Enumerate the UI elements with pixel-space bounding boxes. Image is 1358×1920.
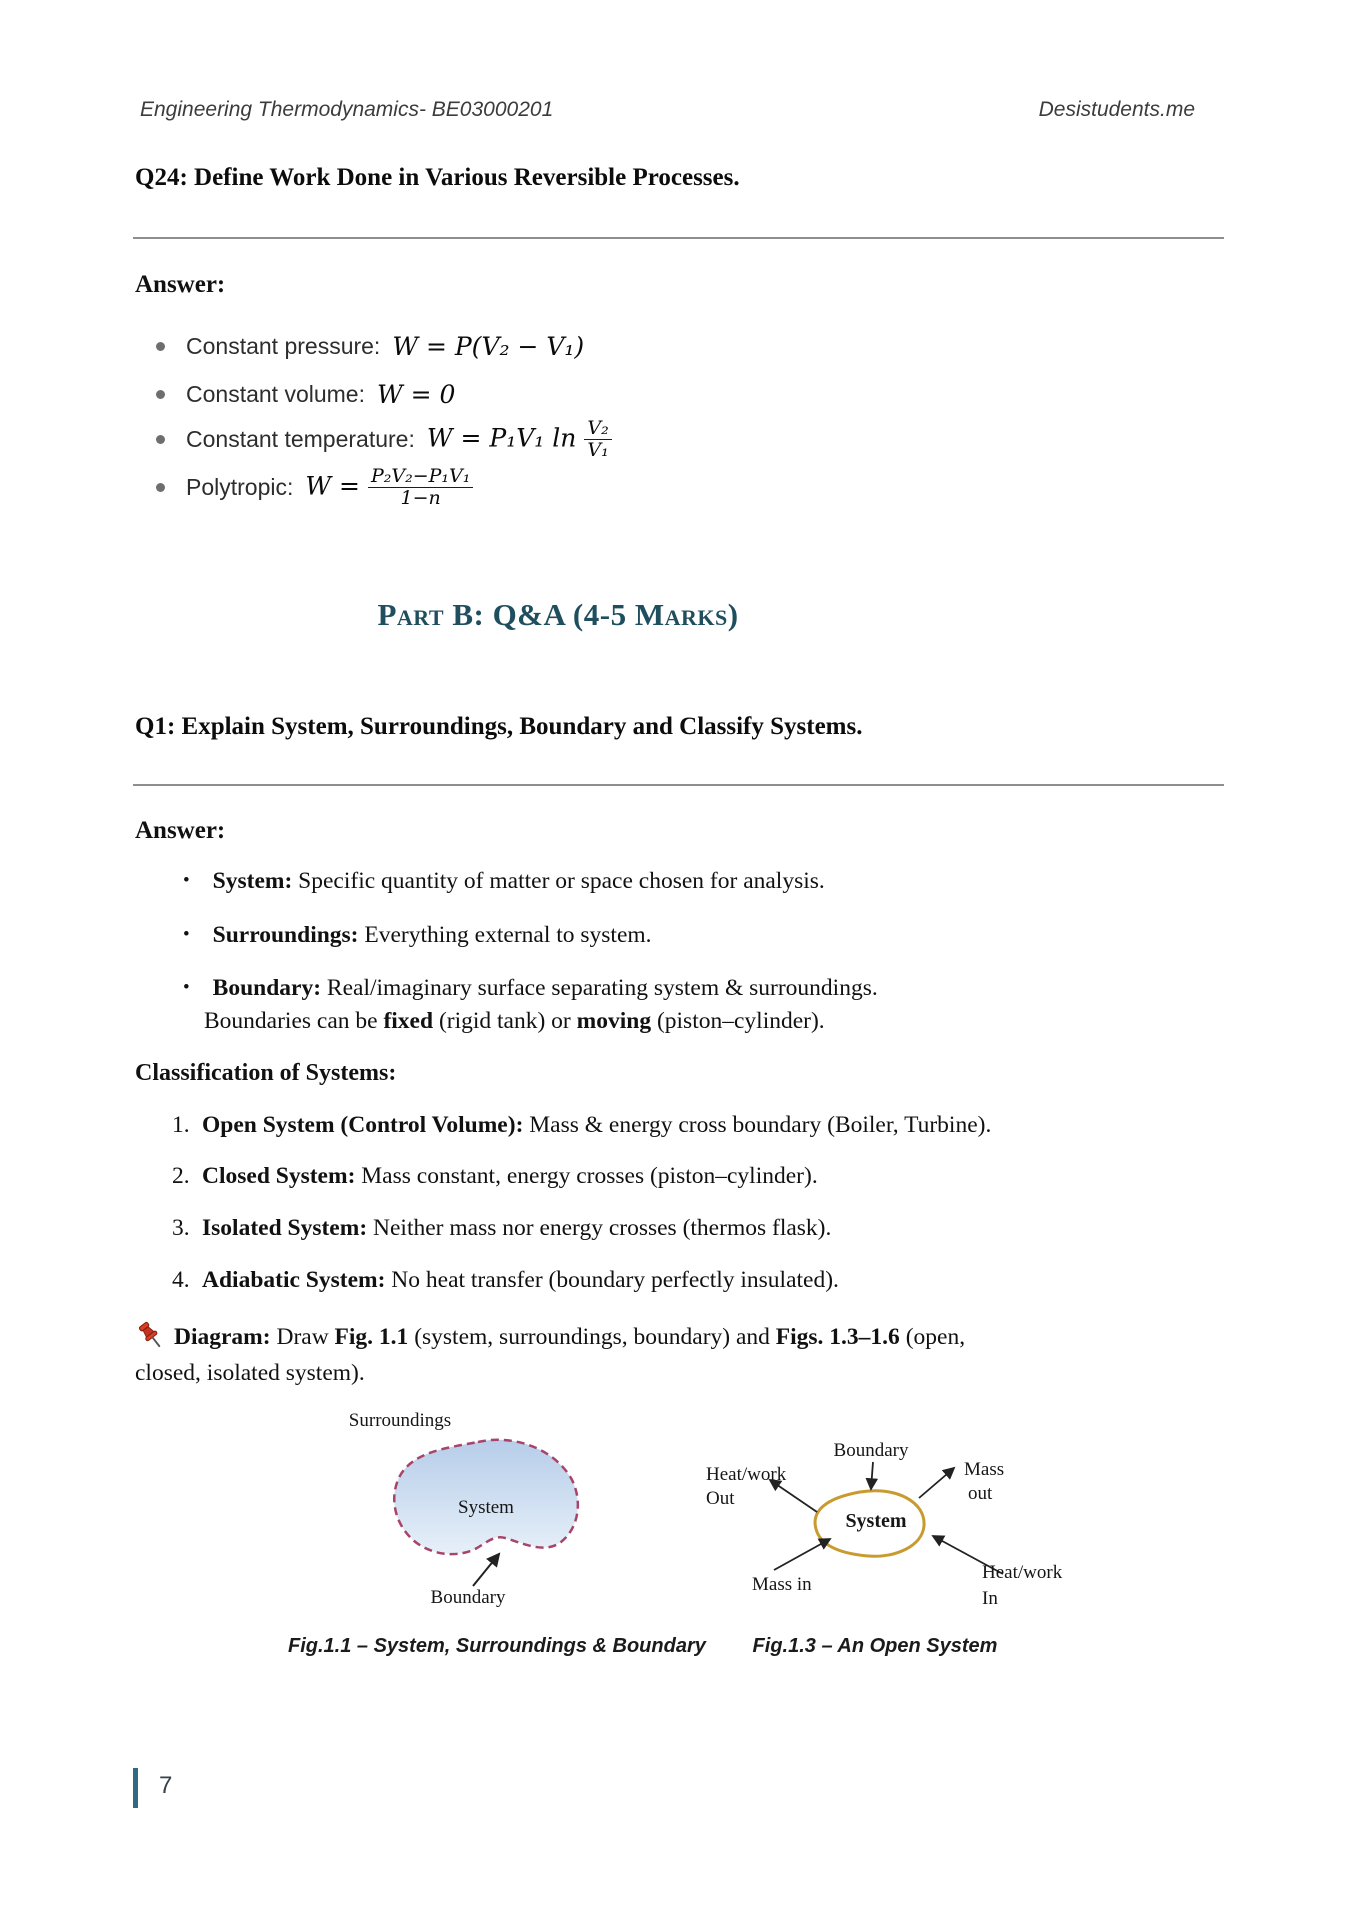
fig13-mass-in-label: Mass in bbox=[752, 1574, 812, 1595]
fig11-boundary-label: Boundary bbox=[430, 1587, 506, 1608]
bullet-icon bbox=[156, 342, 165, 351]
list-item bbox=[183, 922, 652, 949]
header-site-name: Desistudents.me bbox=[1038, 98, 1195, 121]
list-item bbox=[156, 332, 584, 361]
fraction: $\frac{\text{V₂}}{\text{V₁}}$ bbox=[584, 418, 611, 462]
part-b-heading: Part B: Q&A (4-5 Marks) bbox=[377, 597, 739, 632]
bullet-text: System: Specific quantity of matter or space chosen for analysis. bbox=[212, 868, 825, 894]
diagram-note-line2: closed, isolated system). bbox=[135, 1360, 365, 1386]
fig11-system-label: System bbox=[458, 1497, 514, 1518]
numbered-item bbox=[172, 1267, 839, 1294]
list-item bbox=[156, 418, 612, 462]
formula: W = 0 bbox=[376, 380, 456, 409]
pushpin-icon bbox=[135, 1320, 165, 1354]
bullet-icon bbox=[156, 390, 165, 399]
fig11-surroundings-label: Surroundings bbox=[348, 1410, 452, 1431]
numbered-item bbox=[172, 1163, 818, 1190]
fig13-boundary-label: Boundary bbox=[833, 1440, 909, 1461]
bullet-icon bbox=[156, 483, 165, 492]
bullet-icon: • bbox=[183, 977, 190, 998]
section-divider bbox=[133, 237, 1224, 239]
item-text: Open System (Control Volume): Mass & energy cross boundary (Boiler, Turbine). bbox=[202, 1112, 992, 1138]
item-number: 4. bbox=[172, 1267, 190, 1293]
fraction: $\frac{\text{P₂V₂−P₁V₁}}{1-n}$ bbox=[368, 466, 473, 510]
bullet-icon: • bbox=[183, 924, 190, 945]
item-number: 1. bbox=[172, 1112, 190, 1138]
fig13-caption: Fig.1.3 – An Open System bbox=[752, 1635, 998, 1657]
item-text: Adiabatic System: No heat transfer (boundary perfectly insulated). bbox=[202, 1267, 839, 1293]
list-item bbox=[183, 975, 878, 1002]
fig11-caption: Fig.1.1 – System, Surroundings & Boundary bbox=[288, 1635, 706, 1657]
diagram-note-text: Diagram: Draw Fig. 1.1 (system, surroundings, boundary) and Figs. 1.3–1.6 (open, bbox=[174, 1323, 966, 1350]
formula: W = $\frac{\text{P₂V₂−P₁V₁}}{1-n}$ bbox=[305, 466, 473, 510]
fig13-heat-out-label: Heat/work bbox=[706, 1464, 787, 1485]
list-item bbox=[183, 868, 825, 895]
formula-label: Polytropic: bbox=[186, 474, 294, 501]
fig13-heat-in-label2: In bbox=[982, 1588, 998, 1609]
q24-heading: Q24: Define Work Done in Various Reversible Processes. bbox=[135, 164, 740, 191]
formula-label: Constant temperature: bbox=[186, 426, 415, 453]
q24-answer-label: Answer: bbox=[135, 271, 226, 298]
formula-label: Constant volume: bbox=[186, 381, 365, 407]
section-divider bbox=[133, 784, 1224, 786]
formula: W = P(V₂ − V₁) bbox=[392, 332, 585, 361]
numbered-item bbox=[172, 1215, 831, 1242]
formula: W = P₁V₁ ln $\frac{\text{V₂}}{\text{V₁}}$ bbox=[427, 418, 612, 462]
q1-heading: Q1: Explain System, Surroundings, Boundary and Classify Systems. bbox=[135, 713, 863, 740]
formula-label: Constant pressure: bbox=[186, 333, 381, 359]
item-number: 3. bbox=[172, 1215, 190, 1241]
page-number-accent-bar bbox=[133, 1768, 138, 1808]
list-item bbox=[156, 380, 455, 409]
numbered-item bbox=[172, 1112, 991, 1139]
fig13-system-label: System bbox=[845, 1510, 907, 1532]
item-text: Closed System: Mass constant, energy crosses (piston–cylinder). bbox=[202, 1163, 818, 1189]
item-number: 2. bbox=[172, 1163, 190, 1189]
fig13-mass-out-label: Mass bbox=[964, 1459, 1005, 1480]
diagram-note-line1 bbox=[135, 1320, 965, 1354]
header-course-title: Engineering Thermodynamics- BE03000201 bbox=[140, 98, 554, 121]
q1-answer-label: Answer: bbox=[135, 817, 226, 844]
bullet-icon bbox=[156, 435, 165, 444]
bullet-text-line2: Boundaries can be fixed (rigid tank) or moving (piston–cylinder). bbox=[204, 1008, 825, 1034]
fig13-heat-out-label2: Out bbox=[706, 1488, 735, 1509]
item-text: Isolated System: Neither mass nor energy crosses (thermos flask). bbox=[202, 1215, 832, 1241]
classification-heading: Classification of Systems: bbox=[135, 1060, 397, 1086]
bullet-text: Surroundings: Everything external to system. bbox=[212, 922, 652, 948]
fig13-mass-out-label2: out bbox=[968, 1483, 993, 1504]
fig13-heat-in-label: Heat/work bbox=[982, 1562, 1063, 1583]
bullet-icon: • bbox=[183, 870, 190, 891]
list-item bbox=[156, 466, 473, 510]
page-number: 7 bbox=[159, 1772, 173, 1799]
bullet-text: Boundary: Real/imaginary surface separating system & surroundings. bbox=[212, 975, 878, 1001]
